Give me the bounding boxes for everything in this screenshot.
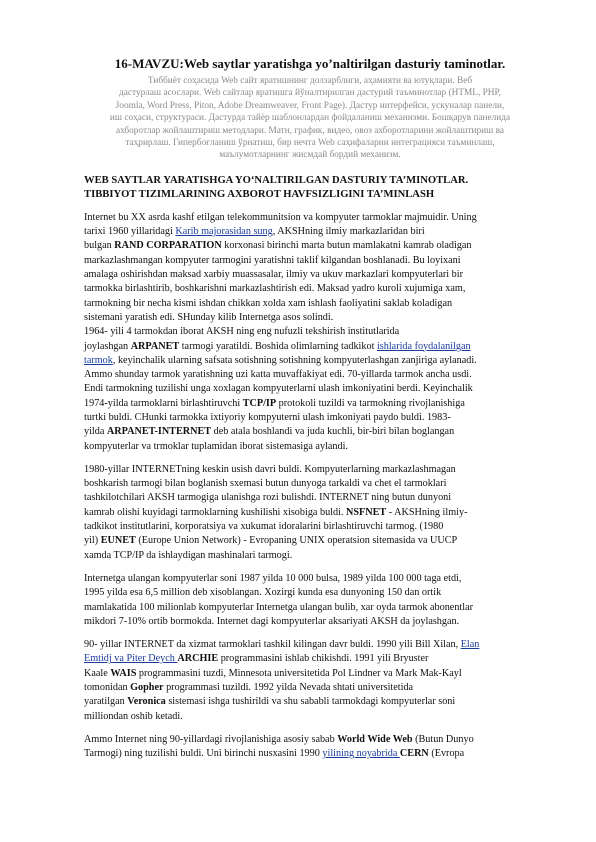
text-line bbox=[84, 354, 536, 368]
abstract-line: дастурлаш асослари. Web сайтлар яратишга йўналтирилган дастурий таъминотлар (HTML, PHP, bbox=[119, 88, 501, 99]
abstract-line: ахборотлар жойлаштириш методлари. Матн, график, видео, овоз ахборотларини жойлаштириш ва bbox=[115, 125, 504, 136]
text-run: programmasi tuzildi. 1992 yilda Nevada shtati universitetida bbox=[163, 682, 414, 694]
bold-term: ARPANET bbox=[130, 340, 180, 352]
text-run: Endi tarmokning tuzilishi unga xoxlagan kompyuterlarni ulash imkoniyatini berdi. Keyinchalik bbox=[84, 383, 473, 395]
text-run: bulgan bbox=[84, 240, 115, 252]
text-line bbox=[84, 282, 536, 296]
text-run: tarmokning bir necha kismi ishdan chikkan xolda xam ishlash faoliyatini saklab koladigan bbox=[84, 297, 453, 309]
text-line bbox=[84, 463, 536, 477]
text-run: sistemasi ishga tushirildi va shu sababli tarmokdagi kompyuterlar soni bbox=[165, 696, 456, 708]
text-line bbox=[84, 311, 536, 325]
text-run: Tarmogi) ning tuzilishi buldi. Uni birinchi nusxasini 1990 bbox=[84, 748, 323, 760]
text-run: xamda TCP/IP da ishlaydigan mashinalari tarmogi. bbox=[84, 549, 293, 561]
text-run: milliondan oshib ketadi. bbox=[84, 710, 183, 722]
text-run: Kaale bbox=[84, 667, 111, 679]
bold-term: ARCHIE bbox=[177, 653, 219, 665]
text-run: markazlashmangan kompyuter tarmogini yaratishni taklif kilgandan boshlanadi. Bu loyixani bbox=[84, 254, 461, 266]
text-line bbox=[84, 710, 536, 724]
topic-abstract bbox=[84, 75, 536, 162]
bold-term: EUNET bbox=[100, 535, 136, 547]
text-run: (Evropa bbox=[428, 748, 465, 760]
page-title: 16-MAVZU:Web saytlar yaratishga yo’naltirilgan dasturiy taminotlar. bbox=[114, 56, 506, 71]
text-run: tarixi 1960 yillaridagi bbox=[84, 226, 176, 238]
text-line bbox=[84, 225, 536, 239]
abstract-line: иш соҳаси, структураси. Дастурда тайёр шаблонлардан фойдаланиш механизми. Бошқарув панелида bbox=[109, 113, 511, 124]
text-run: kamrab olishi kuyidagi tarmoklarning kushilishi xisobiga buldi. bbox=[84, 506, 347, 518]
text-line bbox=[84, 506, 536, 520]
text-line bbox=[84, 695, 536, 709]
heading-line: TIBBIYOT TIZIMLARINING AXBOROT HAVFSIZLIGINI TA’MINLASH bbox=[84, 188, 435, 200]
text-run: 1980-yillar INTERNETning keskin usish davri buldi. Kompyuterlarning markazlashmagan bbox=[84, 463, 456, 475]
text-line bbox=[84, 368, 536, 382]
text-line bbox=[84, 411, 536, 425]
bold-term: NSFNET bbox=[346, 506, 387, 518]
text-run: yaratilgan bbox=[84, 696, 128, 708]
text-line bbox=[84, 586, 536, 600]
text-run: yilda bbox=[84, 426, 107, 438]
text-run: (Butun Dunyo bbox=[412, 733, 474, 745]
paragraph bbox=[84, 572, 536, 629]
text-line bbox=[84, 239, 536, 253]
text-run: 90- yillar INTERNET da xizmat tarmoklari tashkil kilingan davr buldi. 1990 yili Bill Xilan, bbox=[84, 639, 461, 651]
text-run: mikdori 7-10% ortib bormokda. Internet dagi kompyuterlar aksariyati AKSH da joylashgan. bbox=[84, 615, 460, 627]
hyperlink[interactable]: Elan bbox=[460, 639, 480, 651]
bold-term: ARPANET-INTERNET bbox=[106, 426, 212, 438]
text-run: tarmogi yaratildi. Boshida olimlarning tadkikot bbox=[179, 340, 377, 352]
text-run: mamlakatida 100 milionlab kompyuterlar Internetga ulangan bulib, xar oyda tarmok abonentlar bbox=[84, 601, 473, 613]
text-run: yil) bbox=[84, 535, 101, 547]
text-run: Internetga ulangan kompyuterlar soni 1987 yilda 10 000 bulsa, 1989 yilda 100 000 taga etdi, bbox=[84, 572, 462, 584]
text-run: programmasini tuzdi, Minnesota universitetida Pol Lindner va Mark Mak-Kayl bbox=[136, 667, 462, 679]
text-run: , AKSHning ilmiy markazlaridan biri bbox=[272, 226, 425, 238]
text-line bbox=[84, 382, 536, 396]
text-line bbox=[84, 254, 536, 268]
abstract-line: Joomla, Word Press, Piton, Adobe Dreamweaver, Front Page). Дастур интерфейси, ускуналар панели, bbox=[115, 100, 505, 111]
paragraph bbox=[84, 211, 536, 454]
heading-line: WEB SAYTLAR YARATISHGA YO‘NALTIRILGAN DASTURIY TA’MINOTLAR. bbox=[84, 174, 469, 186]
text-line bbox=[84, 440, 536, 454]
text-line bbox=[84, 615, 536, 629]
paragraph bbox=[84, 733, 536, 762]
section-heading bbox=[84, 174, 536, 202]
text-run: deb atala boshlandi va juda kuchli, bir-biri bilan boglangan bbox=[211, 426, 455, 438]
text-run: Ammo shunday tarmok yaratishning uzi katta muvaffakiyat edi. 70-yillarda tarmok ancha usdi. bbox=[84, 369, 472, 381]
text-run: tarmokka birlashtirib, boshkarishni markazlashtirish edi. Maksad yadro kuroli xujumiga xam, bbox=[84, 283, 466, 295]
text-run: 1974-yilda tarmoklarni birlashtiruvchi bbox=[84, 397, 243, 409]
hyperlink[interactable]: ishlarida foydalanilgan bbox=[376, 340, 471, 352]
text-line bbox=[84, 297, 536, 311]
text-run: joylashgan bbox=[84, 340, 131, 352]
text-run: programmasini ishlab chikishdi. 1991 yili Bryuster bbox=[218, 653, 429, 665]
text-run: korxonasi birinchi marta butun mamlakatni kamrab oladigan bbox=[221, 240, 472, 252]
text-run: 1995 yilda esa 6,5 million deb xisoblangan. Xozirgi kunda esa dunyoning 150 dan ortik bbox=[84, 587, 442, 599]
text-run: Ammo Internet ning 90-yillardagi rivojlanishiga asosiy sabab bbox=[84, 733, 338, 745]
hyperlink[interactable]: yilining noyabrida bbox=[322, 748, 400, 760]
text-line bbox=[84, 733, 536, 747]
paragraph bbox=[84, 638, 536, 724]
text-line bbox=[84, 211, 536, 225]
text-run: turtki buldi. CHunki tarmokka ixtiyoriy kompyuterni ulash imkoniyati paydo buldi. 1983- bbox=[84, 412, 451, 423]
text-run: tomonidan bbox=[84, 682, 131, 694]
text-run: (Europe Union Network) - Evropaning UNIX operatsion sitemasida va UUCP bbox=[135, 535, 458, 547]
text-line bbox=[84, 572, 536, 586]
text-line bbox=[84, 477, 536, 491]
bold-term: World Wide Web bbox=[337, 733, 413, 745]
abstract-line: Тиббиёт соҳасида Web сайт яратишнинг долзарблиги, аҳамияти ва ютуқлари. Веб bbox=[147, 76, 473, 86]
text-line bbox=[84, 549, 536, 563]
text-run: , keyinchalik ularning safsata sotishning sotishning kompyuterlashgan zanjiriga aylanadi. bbox=[112, 354, 477, 366]
text-line bbox=[84, 491, 536, 505]
text-run: amalaga oshirishdan maksad xarbiy muassasalar, ilmiy va ukuv markazlari kompyuterlari bir bbox=[84, 269, 463, 281]
text-line bbox=[84, 268, 536, 282]
text-line bbox=[84, 340, 536, 354]
text-line bbox=[84, 601, 536, 615]
text-line bbox=[84, 397, 536, 411]
abstract-line: маълумотларнинг жисмдай бордий механизм. bbox=[219, 150, 401, 161]
bold-term: CERN bbox=[399, 748, 429, 760]
text-run: protokoli tuzildi va tarmokning rivojlanishiga bbox=[276, 397, 465, 409]
text-line bbox=[84, 667, 536, 681]
text-run: sistemani yaratish edi. SHunday kilib Internetga asos solindi. bbox=[84, 311, 334, 323]
body-text bbox=[84, 211, 536, 762]
text-run: kompyuterlar va trmoklar tuplamidan iborat sistemasiga aylandi. bbox=[84, 440, 348, 452]
text-line bbox=[84, 534, 536, 548]
bold-term: Veronica bbox=[127, 696, 166, 708]
abstract-line: таҳрирлаш. Гипербоғланиш ўрнатиш, бир нечта Web саҳифаларни интеграцияси таъминлаш, bbox=[125, 138, 495, 149]
text-line bbox=[84, 325, 536, 339]
text-run: - AKSHning ilmiy- bbox=[386, 506, 468, 518]
text-line bbox=[84, 652, 536, 666]
hyperlink[interactable]: Emtidj va Piter Deych bbox=[84, 653, 178, 665]
hyperlink[interactable]: tarmok bbox=[84, 354, 113, 366]
paragraph bbox=[84, 463, 536, 563]
hyperlink[interactable]: Karib majorasidan sung bbox=[175, 226, 273, 238]
bold-term: RAND CORPARATION bbox=[114, 240, 222, 252]
text-run: tadkikot institutlarini, korporatsiya va xukumat idoralarini birlashtiruvchi tarmog. (1980 bbox=[84, 521, 444, 533]
text-line bbox=[84, 425, 536, 439]
bold-term: Gopher bbox=[130, 682, 164, 694]
text-line bbox=[84, 638, 536, 652]
text-run: 1964- yili 4 tarmokdan iborat AKSH ning eng nufuzli tekshirish institutlarida bbox=[84, 326, 400, 338]
text-line bbox=[84, 520, 536, 534]
text-line bbox=[84, 747, 536, 761]
text-run: Internet bu XX asrda kashf etilgan telekommunitsion va kompyuter tarmoklar majmuidir. Uning bbox=[84, 211, 477, 223]
text-run: tashkilotchilari AKSH tarmogiga ulanishga rozi bulishdi. INTERNET ning butun dunyoni bbox=[84, 492, 452, 504]
bold-term: WAIS bbox=[110, 667, 137, 679]
text-run: boshkarish tarmogi bilan boglanish sxemasi butun dunyoga tarkaldi va chet el tarmoklari bbox=[84, 478, 447, 490]
text-line bbox=[84, 681, 536, 695]
bold-term: TCP/IP bbox=[242, 397, 277, 409]
